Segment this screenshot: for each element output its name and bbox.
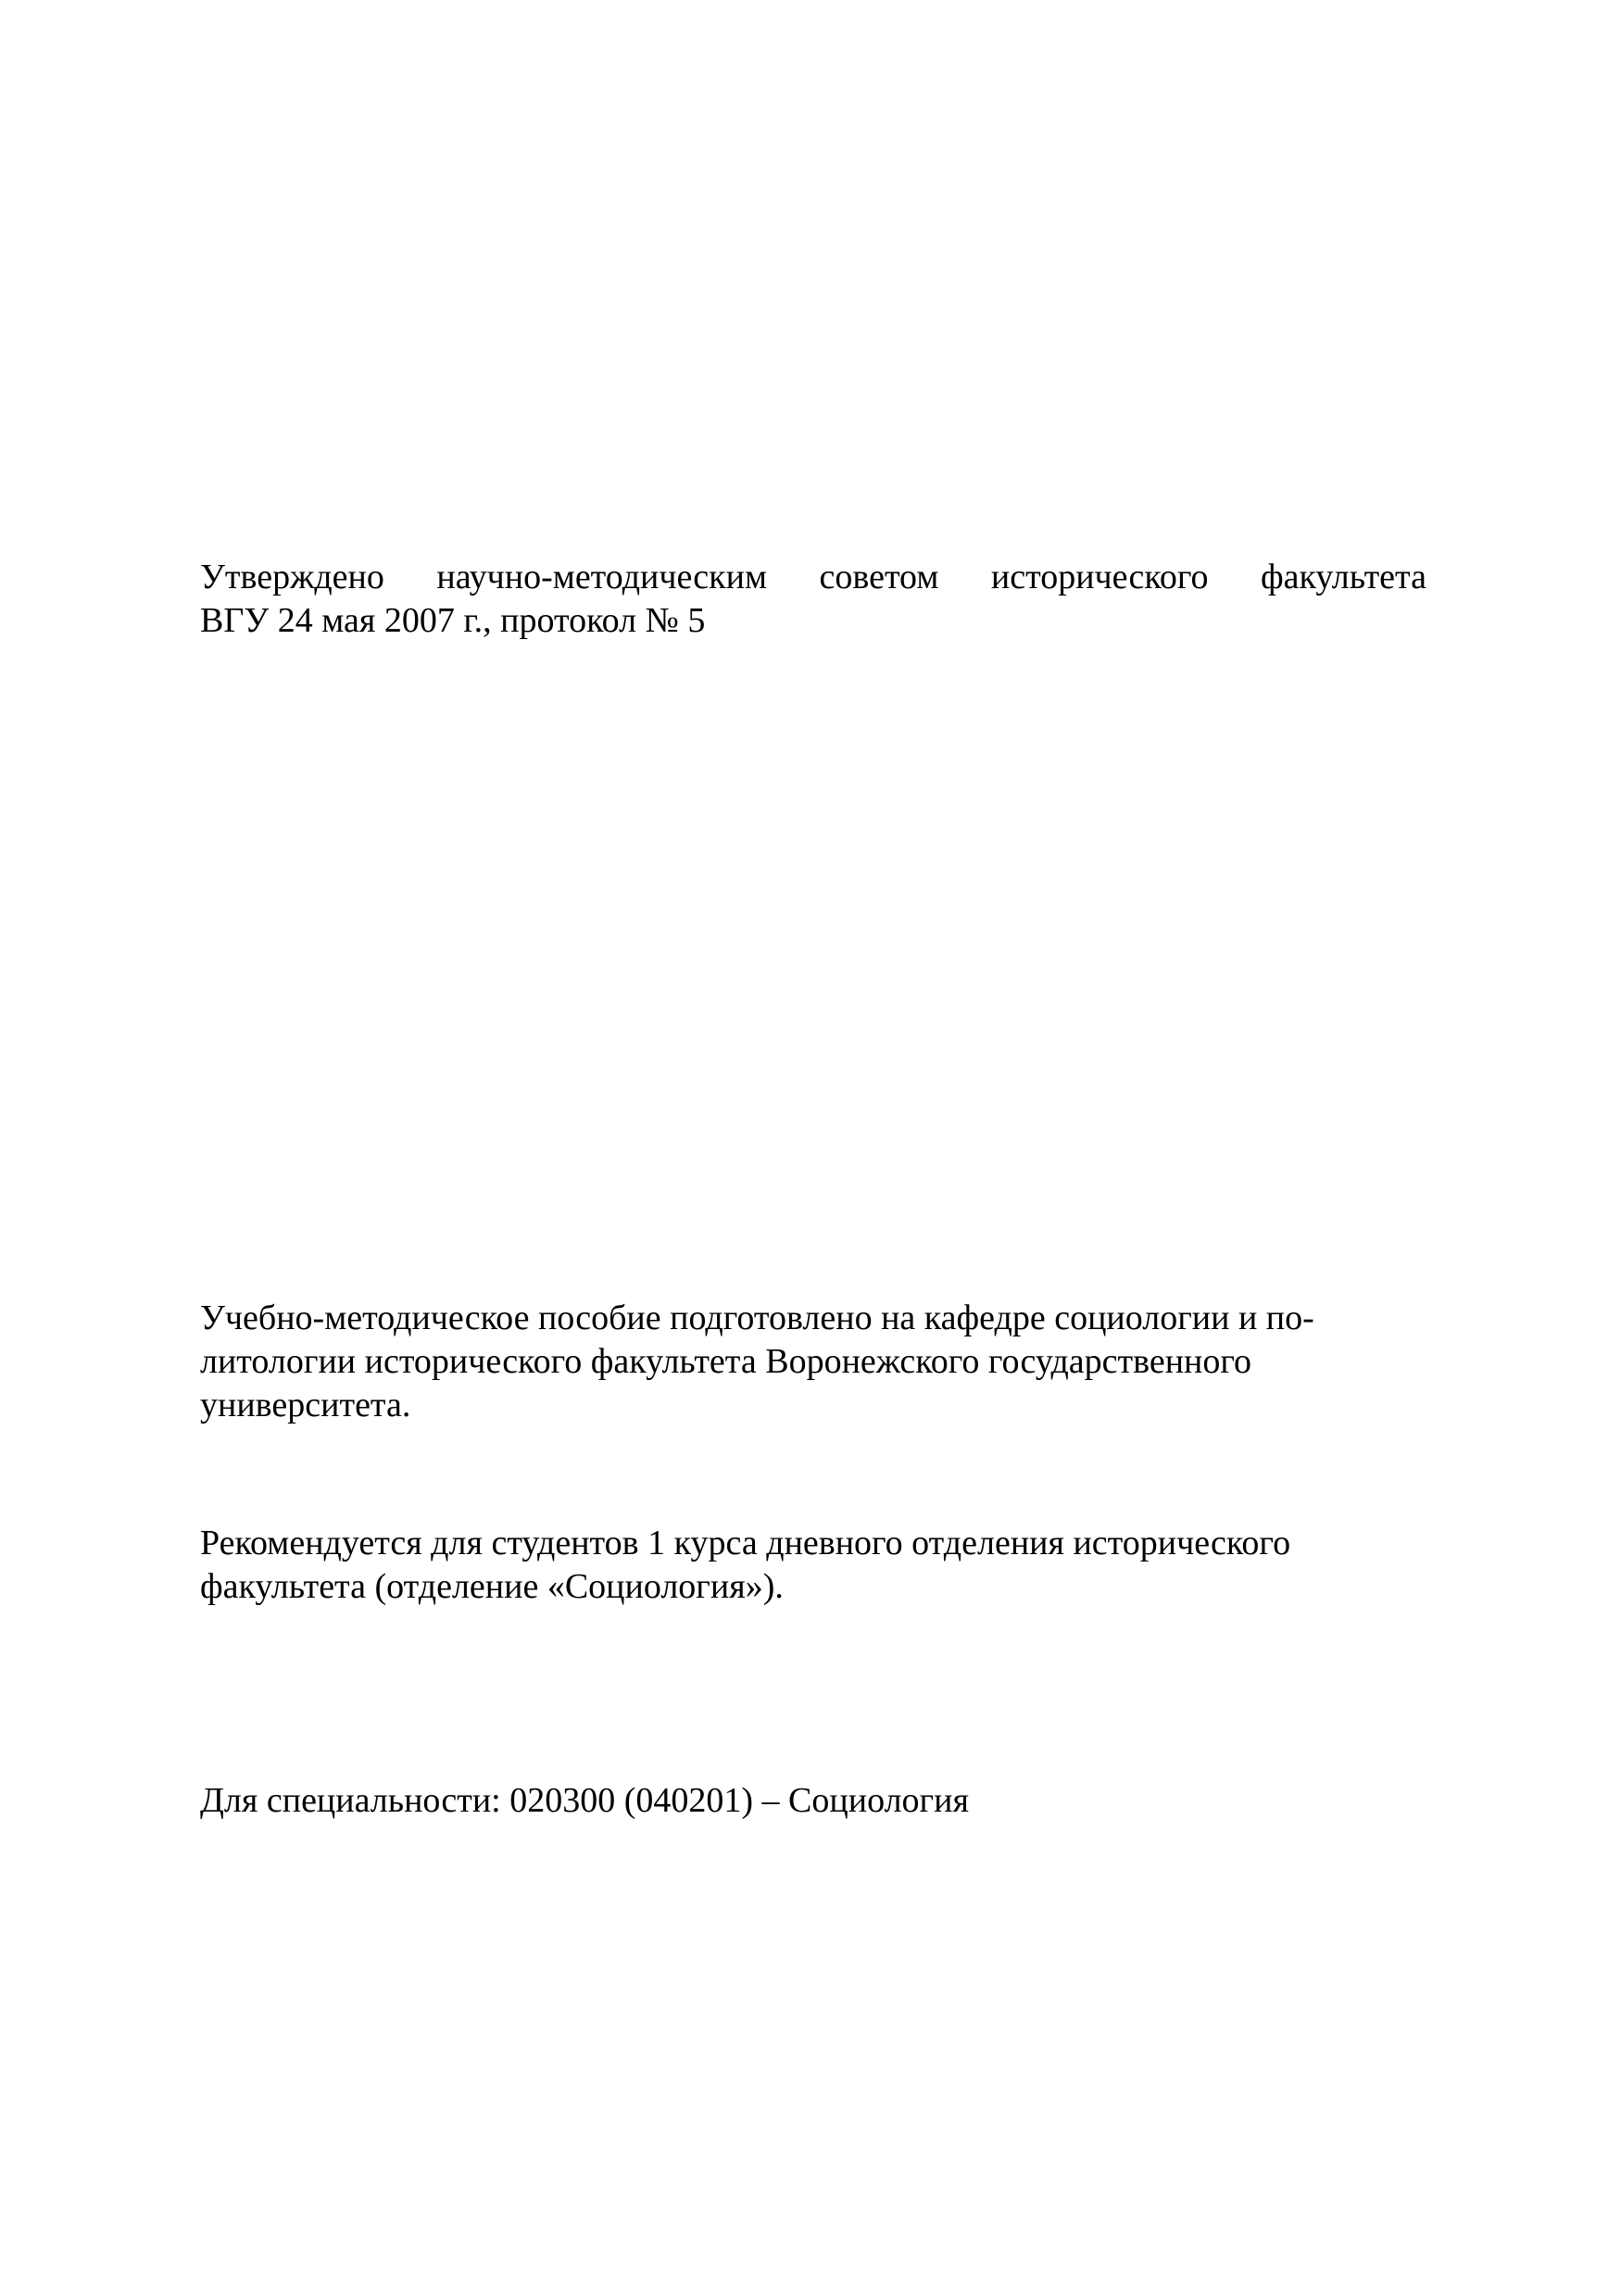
preparation-note — [200, 1297, 1432, 1427]
specialty-note — [200, 1779, 1432, 1823]
approval-statement — [200, 556, 1426, 643]
preparation-line-2: литологии исторического факультета Воронежского государственного — [200, 1342, 1252, 1381]
recommendation-line-2: факультета (отделение «Социология»). — [200, 1567, 784, 1606]
specialty-line: Для специальности: 020300 (040201) – Социология — [200, 1781, 969, 1820]
preparation-line-3: университета. — [200, 1386, 411, 1424]
recommendation-line-1: Рекомендуется для студентов 1 курса дневного отделения исторического — [200, 1524, 1291, 1562]
preparation-line-1: Учебно-методическое пособие подготовлено на кафедре социологии и по- — [200, 1299, 1314, 1337]
recommendation-note — [200, 1522, 1432, 1609]
approval-line-1: Утверждено научно-методическим советом исторического факультета — [200, 558, 1426, 596]
approval-line-2: ВГУ 24 мая 2007 г., протокол № 5 — [200, 601, 706, 640]
